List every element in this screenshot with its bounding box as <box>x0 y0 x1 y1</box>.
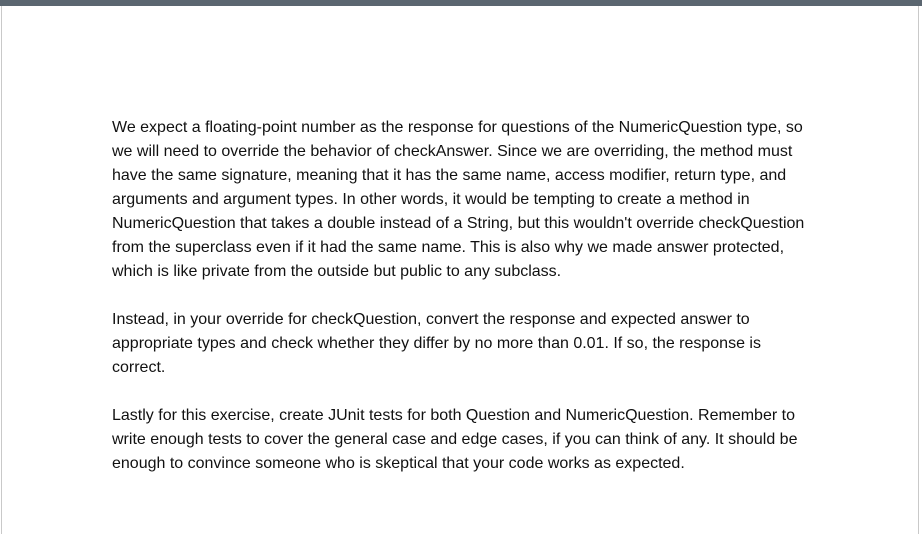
paragraph-override-explanation: We expect a floating-point number as the response for questions of the NumericQuestion type, so we will need to override the behavior of checkAnswer. Since we are overriding, the method must have the same signature, meaning that it has the same name, access modifier, return type, and arguments and argument types. In other words, it would be tempting to create a method in NumericQuestion that takes a double instead of a String, but this wouldn't override checkQuestion from the superclass even if it had the same name. This is also why we made answer protected, which is like private from the outside but public to any subclass. <box>112 119 805 280</box>
document-page <box>1 6 919 534</box>
paragraph-check-question-instructions: Instead, in your override for checkQuestion, convert the response and expected answer to appropriate types and check whether they differ by no more than 0.01. If so, the response is correct. <box>112 311 761 376</box>
document-body <box>112 116 818 476</box>
paragraph-junit-tests: Lastly for this exercise, create JUnit tests for both Question and NumericQuestion. Remember to write enough tests to cover the general case and edge cases, if you can think of any. It should be enough to convince someone who is skeptical that your code works as expected. <box>112 407 798 472</box>
